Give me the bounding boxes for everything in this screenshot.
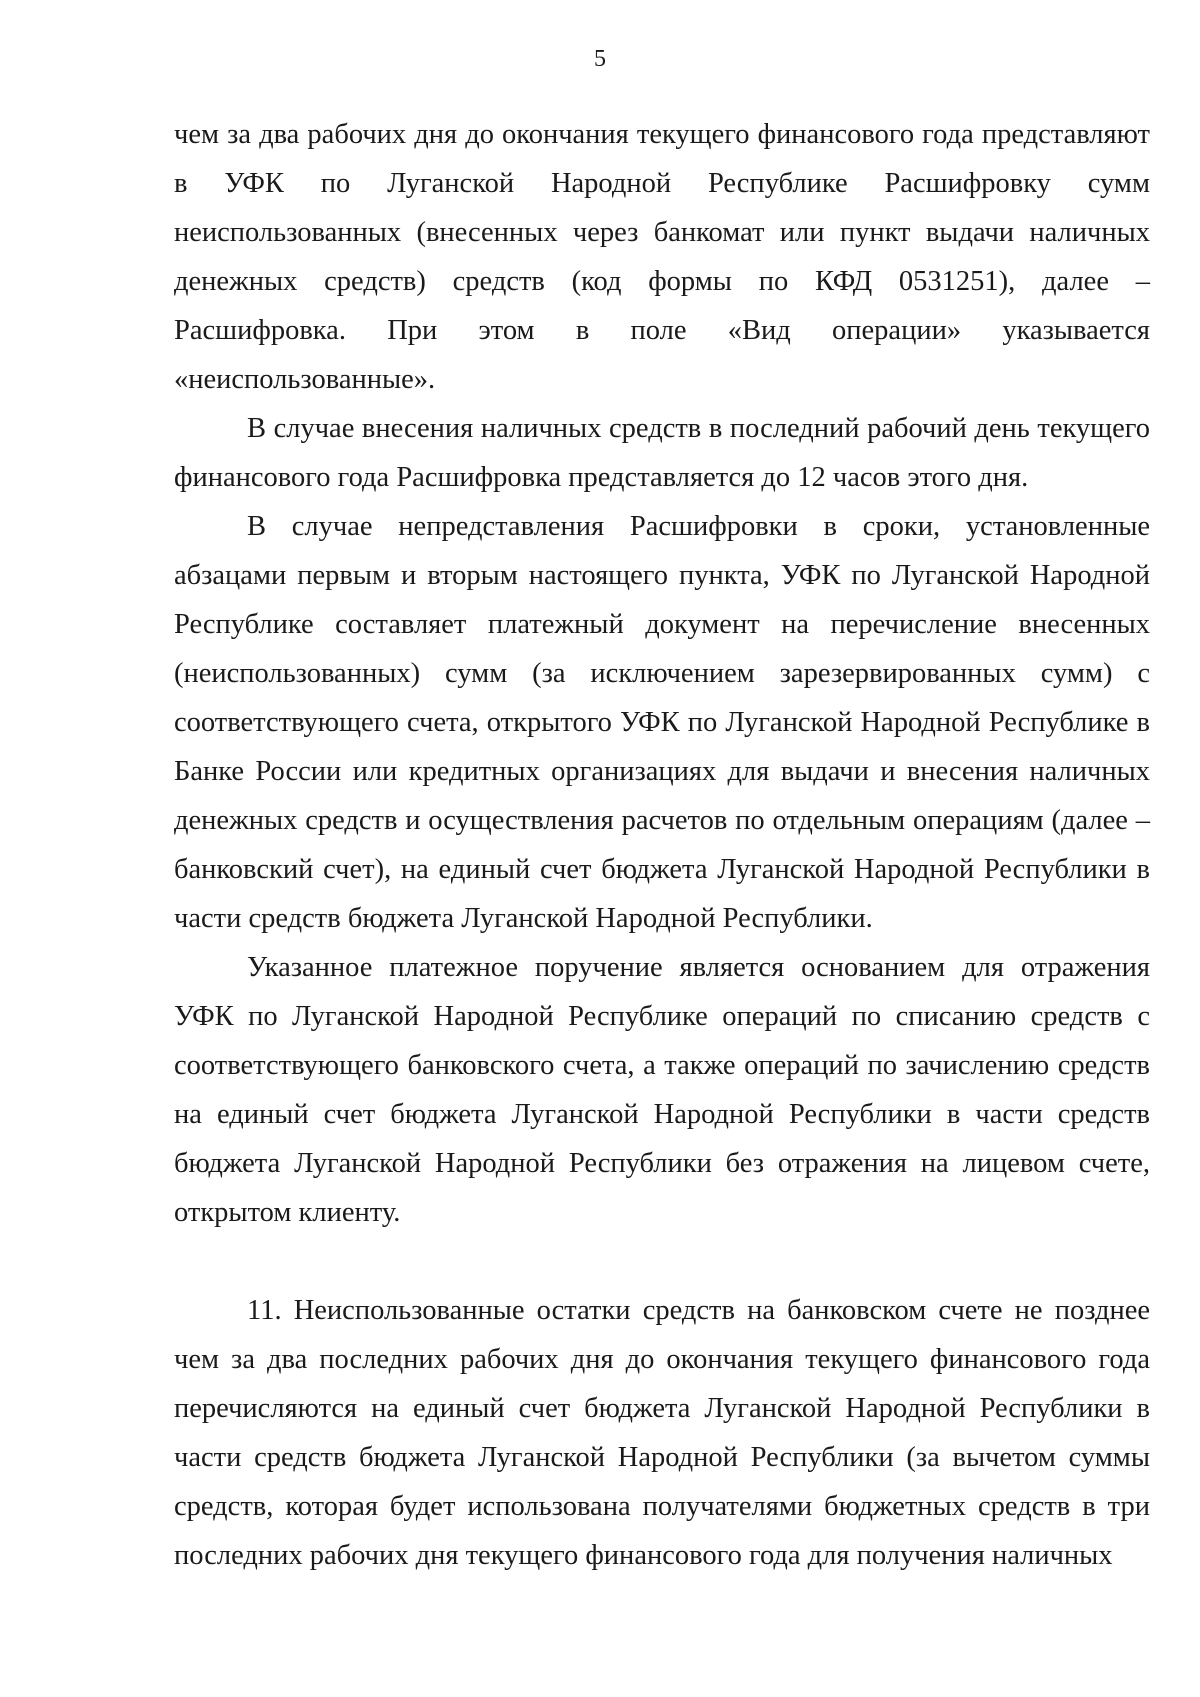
paragraph-non-submission: В случае непредставления Расшифровки в сроки, установленные абзацами первым и вторым настоящего пункта, УФК по Луганской Народной Республике составляет платежный документ на перечисление внесенных (неиспользованных) сумм (за исключением зарезервированных сумм) с соответствующего счета, открытого УФК по Луганской Народной Республике в Банке России или кредитных организациях для выдачи и внесения наличных денежных средств и осуществления расчетов по отдельным операциям (далее – банковский счет), на единый счет бюджета Луганской Народной Республики в части средств бюджета Луганской Народной Республики. xyxy=(174,511,1150,934)
document-body xyxy=(174,110,1150,1580)
paragraph-gap xyxy=(174,1237,1150,1286)
paragraph-continuation: чем за два рабочих дня до окончания текущего финансового года представляют в УФК по Луганской Народной Республике Расшифровку сумм неиспользованных (внесенных через банкомат или пункт выдачи наличных денежных средств) средств (код формы по КФД 0531251), далее – Расшифровка. При этом в поле «Вид операции» указывается «неиспользованные». xyxy=(174,119,1150,395)
page-number: 5 xyxy=(594,46,606,72)
paragraph-last-working-day: В случае внесения наличных средств в последний рабочий день текущего финансового года Расшифровка представляется до 12 часов этого дня. xyxy=(174,413,1150,493)
paragraph-item-11: 11. Неиспользованные остатки средств на банковском счете не позднее чем за два последних рабочих дня до окончания текущего финансового года перечисляются на единый счет бюджета Луганской Народной Республики в части средств бюджета Луганской Народной Республики (за вычетом суммы средств, которая будет использована получателями бюджетных средств в три последних рабочих дня текущего финансового года для получения наличных xyxy=(174,1295,1150,1571)
paragraph-payment-order: Указанное платежное поручение является основанием для отражения УФК по Луганской Народной Республике операций по списанию средств с соответствующего банковского счета, а также операций по зачислению средств на единый счет бюджета Луганской Народной Республики в части средств бюджета Луганской Народной Республики без отражения на лицевом счете, открытом клиенту. xyxy=(174,952,1150,1228)
